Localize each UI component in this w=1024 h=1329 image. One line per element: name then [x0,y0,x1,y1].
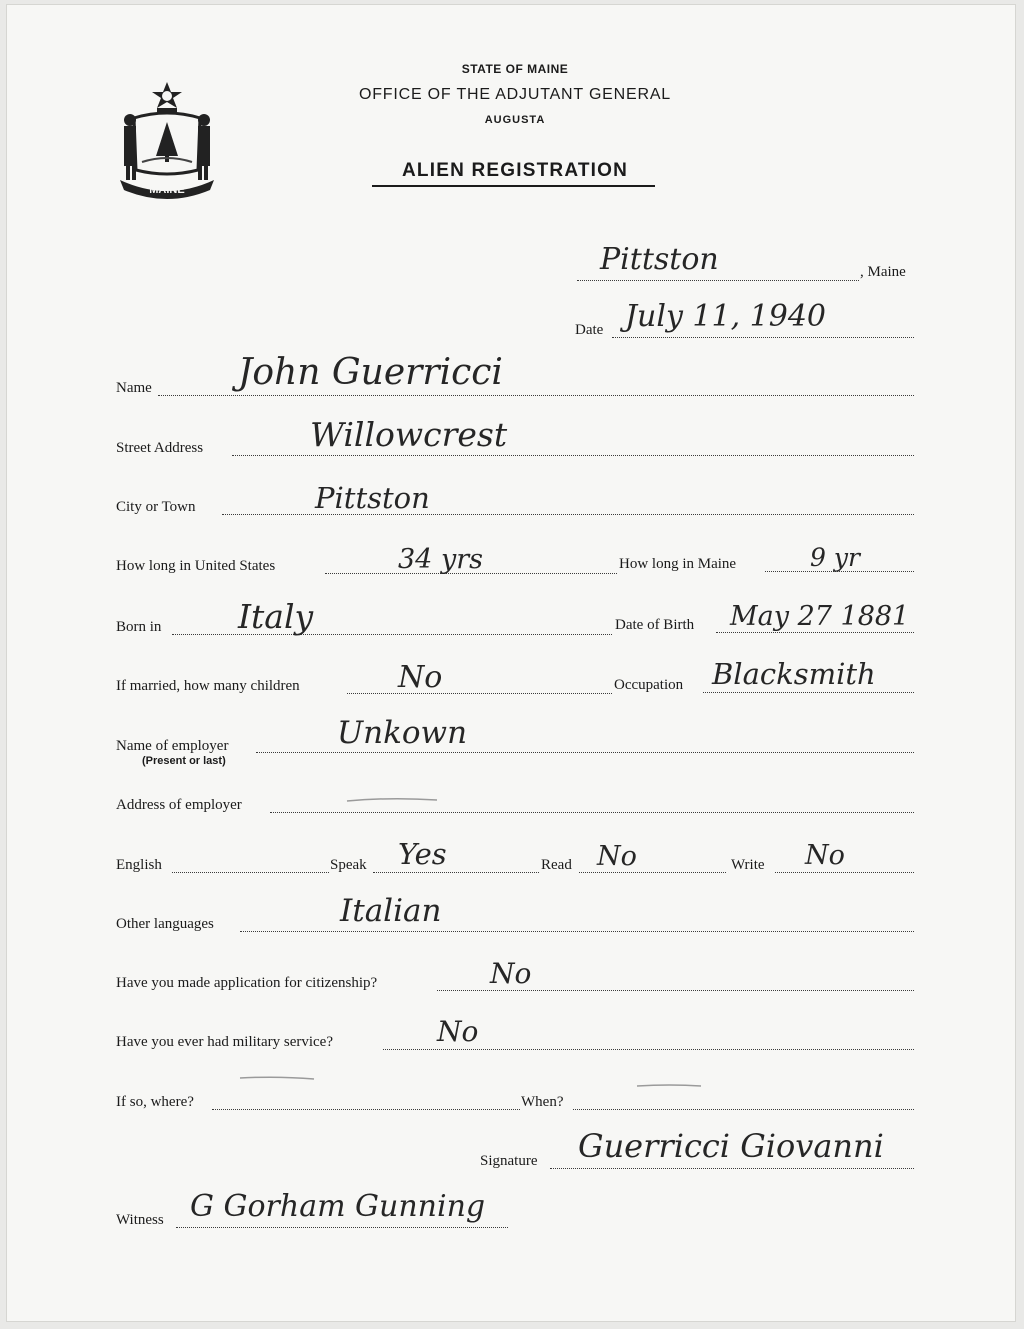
born-in-label: Born in [116,619,162,635]
occupation-label: Occupation [614,677,684,693]
date-line [612,337,914,338]
street-address-entry: Willowcrest [310,415,508,454]
name-entry: John Guerricci [238,352,503,393]
how-long-us-entry: 34 yrs [398,544,483,575]
speak-line [373,872,539,873]
read-line [579,872,726,873]
military-entry: No [437,1015,479,1048]
english-line [172,872,329,873]
read-label: Read [541,857,572,873]
other-languages-line [240,931,914,932]
svg-text:MAINE: MAINE [149,184,185,196]
speak-entry: Yes [398,837,447,871]
witness-entry: G Gorham Gunning [190,1189,486,1224]
occupation-line [703,692,914,693]
employer-note: (Present or last) [142,755,226,767]
date-label: Date [575,322,604,338]
born-in-entry: Italy [238,597,314,636]
name-label: Name [116,380,152,396]
employer-line [256,752,914,753]
name-line [158,395,914,396]
write-line [775,872,914,873]
witness-line [176,1227,508,1228]
children-label: If married, how many children [116,678,300,694]
children-entry: No [398,660,443,695]
street-address-line [232,455,914,456]
employer-address-dash [345,796,440,804]
military-line [383,1049,914,1050]
employer-address-label: Address of employer [116,797,242,813]
other-languages-label: Other languages [116,916,214,932]
read-entry: No [597,841,637,872]
if-so-where-label: If so, where? [116,1094,194,1110]
how-long-maine-entry: 9 yr [810,543,860,572]
city-heading: AUGUSTA [484,114,546,126]
when-dash [635,1082,705,1090]
employer-entry: Unkown [337,715,468,751]
date-of-birth-label: Date of Birth [615,617,695,633]
street-address-label: Street Address [116,440,204,456]
how-long-us-label: How long in United States [116,558,276,574]
state-heading: STATE OF MAINE [461,62,569,76]
witness-label: Witness [116,1212,164,1228]
signature-entry: Guerricci Giovanni [578,1127,884,1165]
signature-label: Signature [480,1153,538,1169]
date-of-birth-entry: May 27 1881 [730,601,910,632]
speak-label: Speak [330,857,367,873]
when-line [573,1109,914,1110]
date-entry: July 11, 1940 [625,299,827,334]
citizenship-label: Have you made application for citizenship? [116,975,378,991]
employer-address-line [270,812,914,813]
city-or-town-label: City or Town [116,499,196,515]
where-dash [238,1074,318,1082]
citizenship-entry: No [490,957,532,990]
office-heading: OFFICE OF THE ADJUTANT GENERAL [358,86,672,103]
date-of-birth-line [716,632,914,633]
how-long-maine-label: How long in Maine [619,556,737,572]
town-line [577,280,859,281]
town-entry: Pittston [600,242,719,277]
military-label: Have you ever had military service? [116,1034,333,1050]
children-line [347,693,612,694]
english-label: English [116,857,162,873]
employer-label: Name of employer [116,738,229,754]
where-line [212,1109,520,1110]
when-label: When? [521,1094,564,1110]
other-languages-entry: Italian [340,893,442,929]
signature-line [550,1168,914,1169]
write-entry: No [805,840,845,871]
city-or-town-entry: Pittston [315,481,430,515]
title-underline [372,185,655,187]
occupation-entry: Blacksmith [712,657,876,691]
write-label: Write [731,857,765,873]
maine-label: , Maine [860,264,906,280]
form-title: ALIEN REGISTRATION [401,160,629,181]
citizenship-line [437,990,914,991]
